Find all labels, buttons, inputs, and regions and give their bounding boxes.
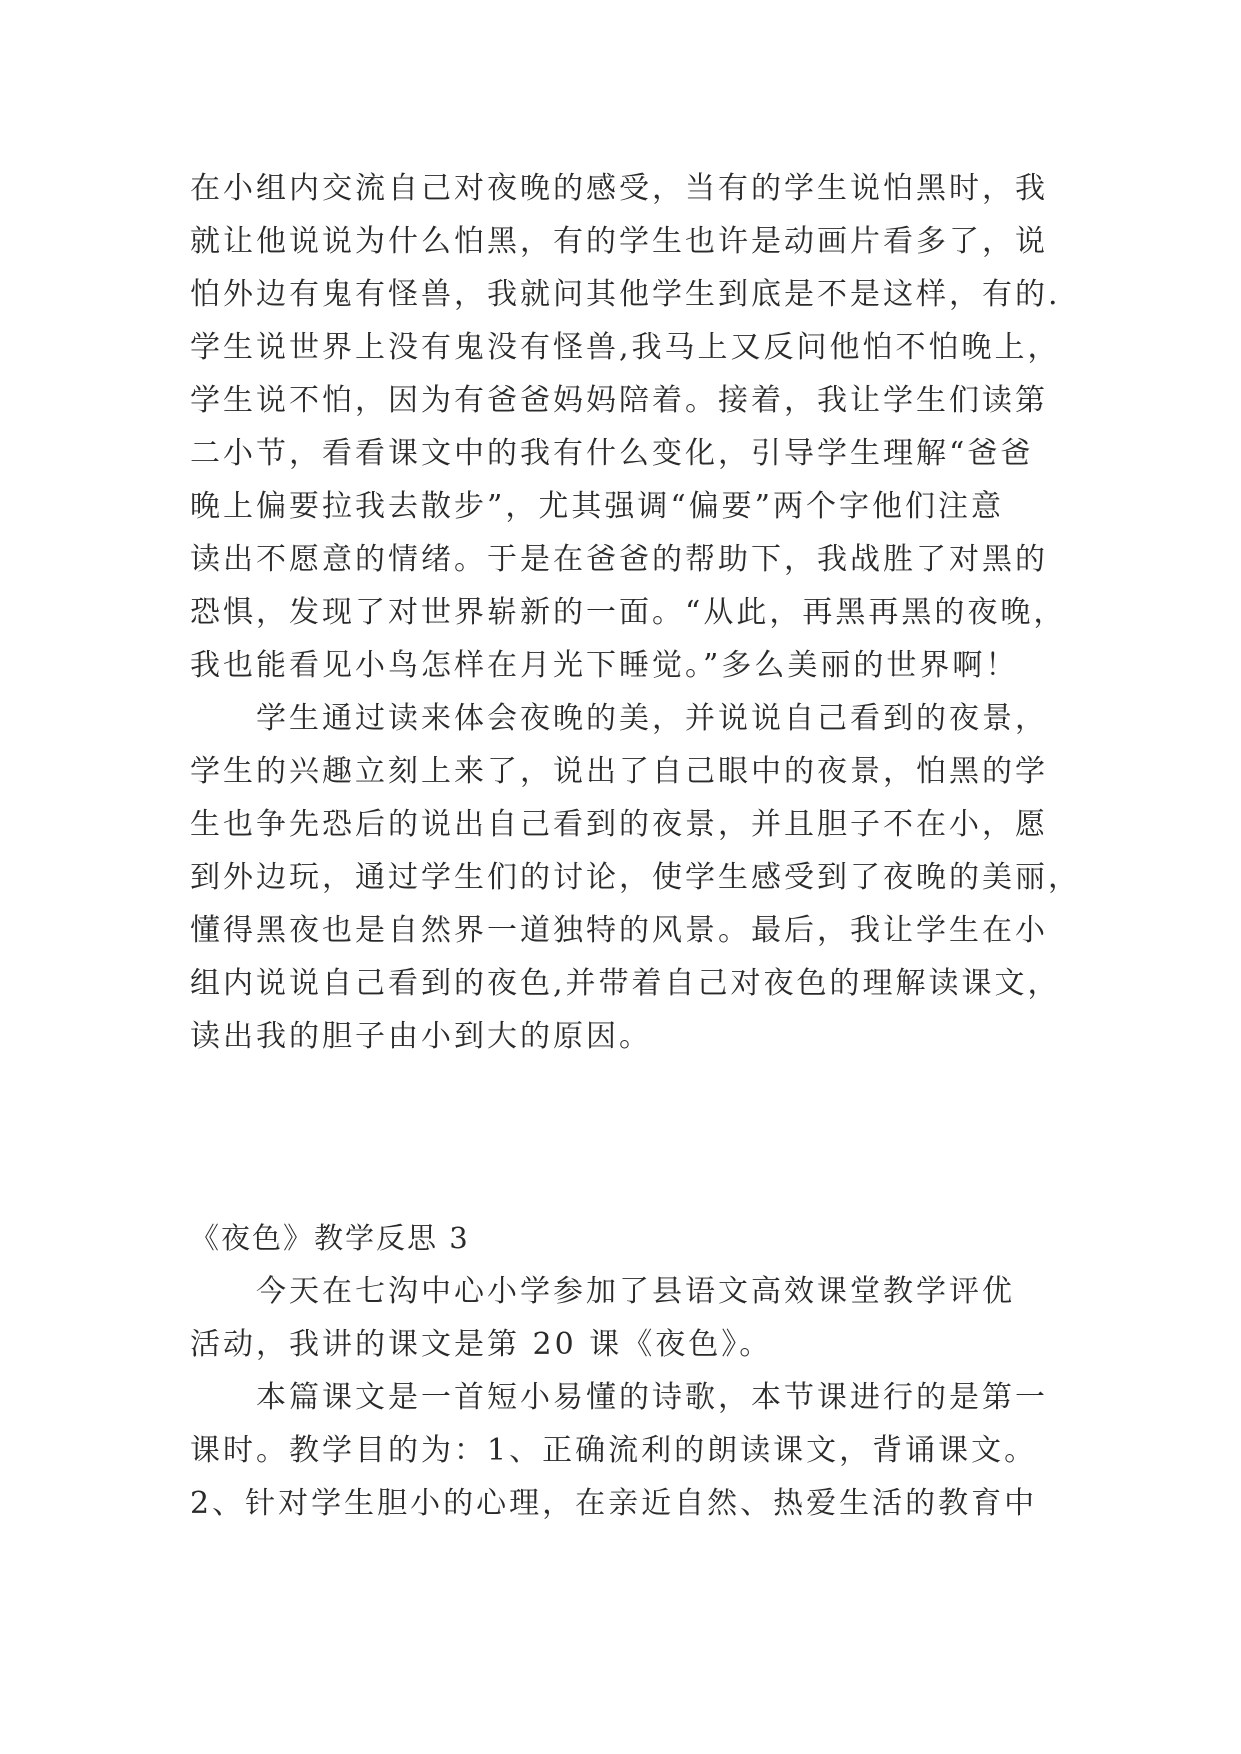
text-line: 2、针对学生胆小的心理，在亲近自然、热爱生活的教育中 [190,1486,1038,1521]
text-line: 懂得黑夜也是自然界一道独特的风景。最后，我让学生在小 [190,913,1048,948]
section-heading: 《夜色》教学反思 3 [190,1221,470,1255]
body-text-section-1 [190,162,1081,1063]
text-line: 就让他说说为什么怕黑，有的学生也许是动画片看多了，说 [190,224,1048,259]
text-line: 怕外边有鬼有怪兽，我就问其他学生到底是不是这样，有的. [190,277,1061,312]
text-line: 在小组内交流自己对夜晚的感受，当有的学生说怕黑时，我 [190,171,1048,206]
text-line: 晚上偏要拉我去散步”，尤其强调“偏要”两个字他们注意 [190,489,1005,524]
text-line: 到外边玩，通过学生们的讨论，使学生感受到了夜晚的美丽， [190,860,1081,895]
text-line: 学生说不怕，因为有爸爸妈妈陪着。接着，我让学生们读第 [190,383,1048,418]
text-line: 本篇课文是一首短小易懂的诗歌，本节课进行的是第一 [190,1380,1048,1415]
text-line: 课时。教学目的为：1、正确流利的朗读课文，背诵课文。 [190,1433,1038,1468]
body-text-section-2 [190,1265,1070,1530]
text-line: 学生说世界上没有鬼没有怪兽,我马上又反问他怕不怕晚上， [190,330,1061,365]
text-line: 学生的兴趣立刻上来了，说出了自己眼中的夜景，怕黑的学 [190,754,1048,789]
text-line: 组内说说自己看到的夜色,并带着自己对夜色的理解读课文， [190,966,1061,1001]
text-line: 生也争先恐后的说出自己看到的夜景，并且胆子不在小，愿 [190,807,1048,842]
text-line: 读出我的胆子由小到大的原因。 [190,1019,652,1054]
text-line: 我也能看见小鸟怎样在月光下睡觉。”多么美丽的世界啊！ [190,648,1019,683]
text-line: 今天在七沟中心小学参加了县语文高效课堂教学评优 [190,1274,1015,1309]
text-line: 活动，我讲的课文是第 20 课《夜色》。 [190,1327,773,1362]
text-line: 读出不愿意的情绪。于是在爸爸的帮助下，我战胜了对黑的 [190,542,1048,577]
text-line: 学生通过读来体会夜晚的美，并说说自己看到的夜景， [190,701,1048,736]
text-line: 恐惧，发现了对世界崭新的一面。“从此，再黑再黑的夜晚， [190,595,1067,630]
text-line: 二小节，看看课文中的我有什么变化，引导学生理解“爸爸 [190,436,1034,471]
